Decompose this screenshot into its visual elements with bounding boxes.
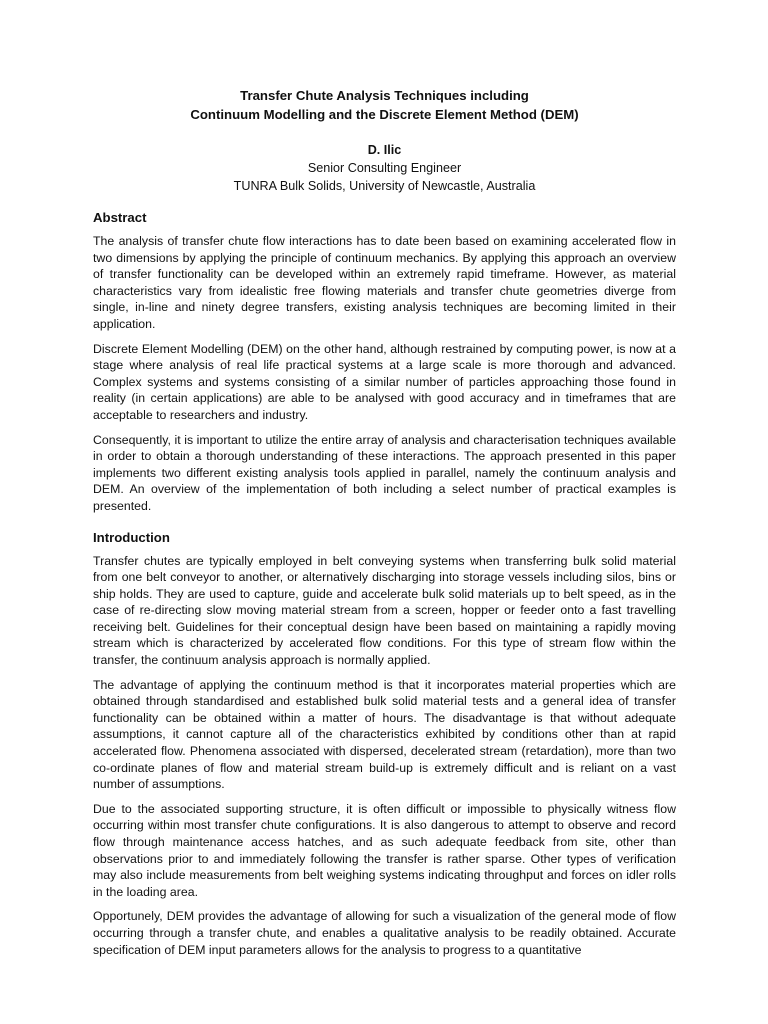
abstract-paragraph-2: Discrete Element Modelling (DEM) on the other hand, although restrained by computing power, is now at a stage where analysis of real life practical systems at a large scale is more thorough and advanced. Complex systems and systems consisting of a similar number of particles approaching those found in reality (in certain applications) are able to be analysed with good accuracy and in timeframes that are acceptable to researchers and industry. (93, 341, 676, 422)
author-name: D. Ilic (367, 143, 402, 157)
author-affiliation: TUNRA Bulk Solids, University of Newcastle, Australia (233, 179, 536, 193)
introduction-paragraph-2: The advantage of applying the continuum method is that it incorporates material properties which are obtained through standardised and established bulk solid material tests and a general idea of transfer functionality can be obtained within a matter of hours. The disadvantage is that without adequate assumptions, it cannot capture all of the characteristics exhibited by conditions other than at rapid accelerated flow. Phenomena associated with dispersed, decelerated stream (retardation), more than two co-ordinate planes of flow and material stream build-up is extremely difficult and is reliant on a vast number of assumptions. (93, 677, 676, 792)
introduction-paragraph-1: Transfer chutes are typically employed in belt conveying systems when transferring bulk solid material from one belt conveyor to another, or alternatively discharging into storage vessels including silos, bins or ship holds. They are used to capture, guide and accelerate bulk solid materials up to belt speed, as in the case of re-directing slow moving material stream from a screen, hopper or feeder onto a fast travelling receiving belt. Guidelines for their conceptual design have been based on maintaining a rapidly moving stream which is characterized by accelerated flow conditions. For this type of stream flow within the transfer, the continuum analysis approach is normally applied. (93, 553, 676, 668)
introduction-heading: Introduction (93, 529, 170, 545)
introduction-paragraph-4: Opportunely, DEM provides the advantage of allowing for such a visualization of the general mode of flow occurring through a transfer chute, and enables a qualitative analysis to be readily obtained. Accurate specification of DEM input parameters allows for the analysis to progress to a quantitative (93, 909, 676, 957)
introduction-section (93, 529, 676, 959)
author-position: Senior Consulting Engineer (307, 161, 462, 175)
abstract-heading: Abstract (93, 210, 147, 225)
abstract-section (93, 209, 676, 515)
introduction-paragraph-3: Due to the associated supporting structure, it is often difficult or impossible to physically witness flow occurring within most transfer chute configurations. It is also dangerous to attempt to observe and record flow through maintenance access hatches, and as such adequate feedback from site, other than observations prior to and immediately following the transfer is rather sparse. Other types of verification may also include measurements from belt weighing systems indicating throughput and forces on idler rolls in the loading area. (93, 801, 676, 899)
title-line-2: Continuum Modelling and the Discrete Element Method (DEM) (190, 107, 579, 122)
title-line-1: Transfer Chute Analysis Techniques including (240, 88, 529, 103)
author-block (93, 141, 676, 195)
abstract-paragraph-1: The analysis of transfer chute flow interactions has to date been based on examining accelerated flow in two dimensions by applying the principle of continuum mechanics. By applying this approach an overview of transfer functionality can be developed within an extremely rapid timeframe. However, as material characteristics vary from idealistic free flowing materials and transfer chute geometries diverge from single, in-line and ninety degree transfers, existing analysis techniques are becoming limited in their application. (93, 234, 676, 331)
paper-title (93, 86, 676, 124)
abstract-paragraph-3: Consequently, it is important to utilize the entire array of analysis and characterisation techniques available in order to obtain a thorough understanding of these interactions. The approach presented in this paper implements two different existing analysis tools applied in parallel, namely the continuum analysis and DEM. An overview of the implementation of both including a select number of practical examples is presented. (93, 432, 676, 513)
